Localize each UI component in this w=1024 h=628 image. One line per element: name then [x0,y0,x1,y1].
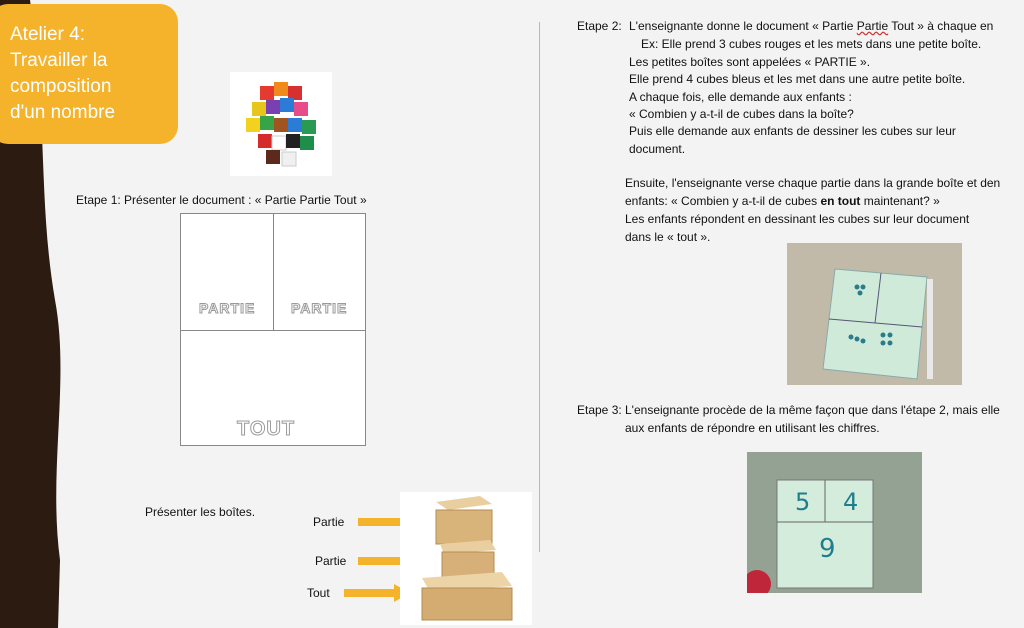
etape2-line-8: document. [629,142,686,156]
digits-sheet-photo [747,452,922,593]
etape2-line-4: Elle prend 4 cubes bleus et les met dans une autre petite boîte. [629,72,966,86]
etape3-line-1: L'enseignante procède de la même façon que dans l'étape 2, mais elle [625,403,1000,417]
ensuite-line-3: Les enfants répondent en dessinant les cubes sur leur document [625,212,970,226]
etape1-text: Etape 1: Présenter le document : « Partie Partie Tout » [76,193,367,207]
partie-label-1: PARTIE [199,300,256,316]
etape2-line-7: Puis elle demande aux enfants de dessiner les cubes sur leur [629,124,956,138]
digit-total: 9 [819,534,836,564]
document-divider-horizontal [181,330,365,331]
wooden-boxes-image [400,492,532,625]
ensuite-line-4: dans le « tout ». [625,230,711,244]
boxes-intro-text: Présenter les boîtes. [145,505,256,519]
box-label-partie-1: Partie [313,515,345,529]
cubes-image [230,72,332,176]
etape2-line-3: Les petites boîtes sont appelées « PARTIE ». [629,55,871,69]
vertical-divider [539,22,540,552]
digit-part-2: 4 [843,488,859,516]
partie-label-2: PARTIE [291,300,348,316]
etape3-line-2: aux enfants de répondre en utilisant les chiffres. [625,421,880,435]
etape3-heading: Etape 3: [577,403,622,417]
etape2-heading: Etape 2: [577,19,622,33]
ensuite-line-1: Ensuite, l'enseignante verse chaque partie dans la grande boîte et den [625,176,1001,190]
box-label-partie-2: Partie [315,554,347,568]
etape2-line-2: Ex: Elle prend 3 cubes rouges et les mets dans une petite boîte. [641,37,982,51]
etape2-line-5: A chaque fois, elle demande aux enfants : [629,90,852,104]
ensuite-line-2: enfants: « Combien y a-t-il de cubes en tout maintenant? » [625,194,940,208]
box-label-tout: Tout [307,586,330,600]
etape2-line-6: « Combien y a-t-il de cubes dans la boîte? [629,107,854,121]
drawn-cubes-photo [787,243,962,385]
partie-partie-tout-document [180,213,366,446]
title-box [0,4,178,144]
digit-part-1: 5 [795,488,811,516]
document-divider-vertical [273,214,274,330]
etape2-line-1: L'enseignante donne le document « Partie Partie Tout » à chaque en [629,19,994,33]
tout-label: TOUT [237,418,296,440]
slide-title: Atelier 4: Travailler la composition d'un nombre [10,24,116,123]
